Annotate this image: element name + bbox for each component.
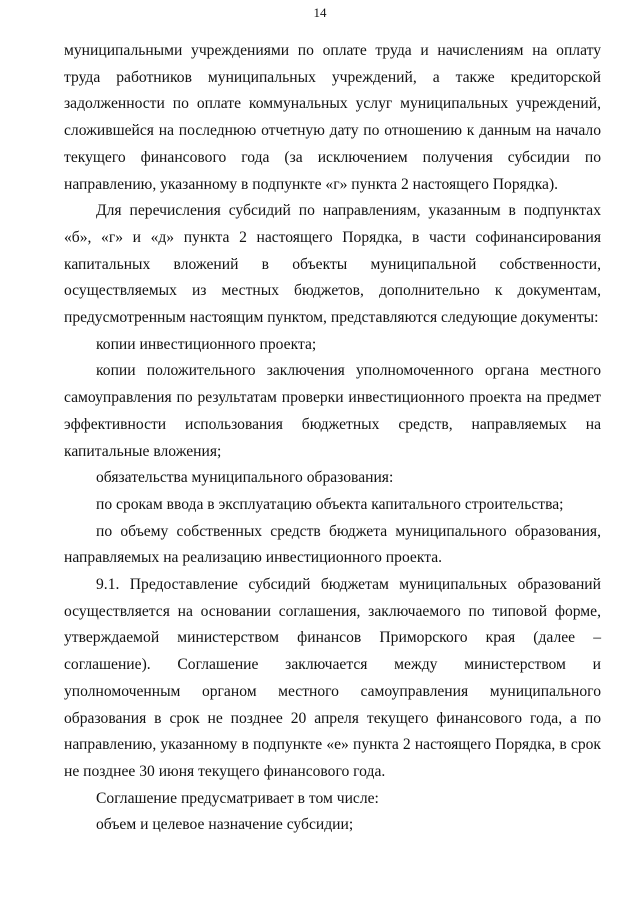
page-number: 14: [313, 5, 327, 20]
list-item-obligations: обязательства муниципального образования:: [96, 469, 394, 487]
list-item-own-funds: по объему собственных средств бюджета муниципального образования, направляемых на реализацию инвестиционного проекта.: [64, 522, 601, 567]
list-item-project-copies: копии инвестиционного проекта;: [96, 335, 317, 353]
list-item-subsidy-volume: объем и целевое назначение субсидии;: [96, 816, 354, 834]
paragraph-9-1: 9.1. Предоставление субсидий бюджетам муниципальных образований осуществляется на основании соглашения, заключаемого по типовой форме, утверждаемой министерством финансов Приморского края (далее – соглашение). Соглашение заключается между министерством и уполномоченным органом местного самоуправления муниципального образования в срок не позднее 20 апреля текущего финансового года, а по направлению, указанному в подпункте «е» пункта 2 настоящего Порядка, в срок не позднее 30 июня текущего финансового года.: [64, 576, 601, 780]
paragraph-agreement-provides: Соглашение предусматривает в том числе:: [96, 789, 379, 807]
paragraph-continuation: муниципальными учреждениями по оплате труда и начислениям на оплату труда работников муниципальных учреждений, а также кредиторской задолженности по оплате коммунальных услуг муниципальных учреждений, сложившейся на последнюю отчетную дату по отношению к данным на начало текущего финансового года (за исключением получения субсидии по направлению, указанному в подпункте «г» пункта 2 настоящего Порядка).: [64, 42, 601, 193]
list-item-commissioning-terms: по срокам ввода в эксплуатацию объекта капитального строительства;: [96, 495, 564, 513]
paragraph-transfer-documents: Для перечисления субсидий по направлениям, указанным в подпунктах «б», «г» и «д» пункта 2 настоящего Порядка, в части софинансирования капитальных вложений в объекты муниципальной собственности, осуществляемых из местных бюджетов, дополнительно к документам, предусмотренным настоящим пунктом, представляются следующие документы:: [64, 202, 601, 327]
list-item-positive-conclusion: копии положительного заключения уполномоченного органа местного самоуправления по результатам проверки инвестиционного проекта на предмет эффективности использования бюджетных средств, направляемых на капитальные вложения;: [64, 362, 601, 460]
document-body: [64, 38, 601, 839]
